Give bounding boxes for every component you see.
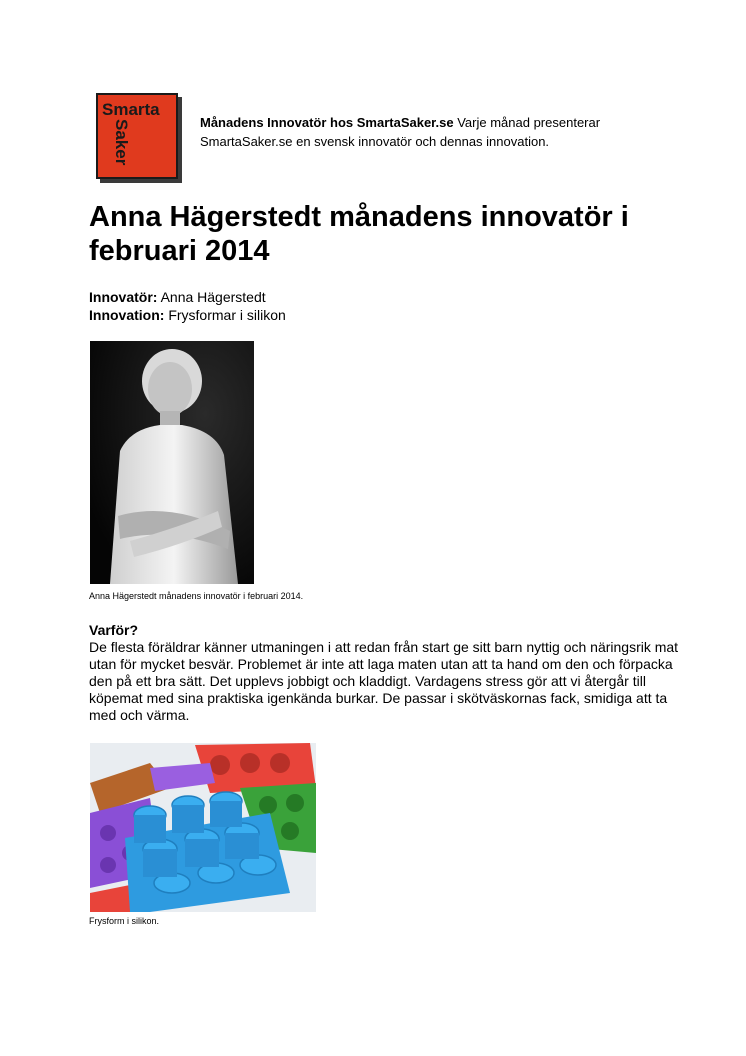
- section-body: De flesta föräldrar känner utmaningen i att redan från start ge sitt barn nyttig och näringsrik mat utan för mycket besvär. Problemet är inte att laga maten utan att ta hand om den och förpacka den på ett bra sätt. Det upplevs jobbigt och kladdigt. Vardagens stress gör att vi återgår till köpemat med sina praktiska igenkända burkar. De passar i skötväskornas fack, smidiga att ta med och värma.: [89, 639, 679, 723]
- molds-caption: Frysform i silikon.: [89, 916, 160, 926]
- header-text: Varje månad presenterar SmartaSaker.se en svensk innovatör och dennas innovation.: [200, 115, 601, 149]
- why-section: [89, 622, 689, 724]
- innovator-label: Innovatör:: [89, 289, 158, 305]
- section-heading: Varför?: [89, 622, 139, 638]
- innovation-value: Frysformar i silikon: [164, 307, 286, 323]
- portrait-caption: Anna Hägerstedt månadens innovatör i februari 2014.: [89, 591, 304, 601]
- header-bold: Månadens Innovatör hos SmartaSaker.se: [200, 115, 454, 130]
- innovation-meta: [89, 288, 286, 324]
- page-title: Anna Hägerstedt månadens innovatör i februari 2014: [89, 201, 629, 267]
- innovation-row: [89, 306, 286, 324]
- innovator-portrait-photo: [90, 341, 254, 584]
- header-intro: [200, 113, 670, 151]
- smartasaker-logo: [96, 93, 178, 179]
- innovator-value: Anna Hägerstedt: [157, 289, 266, 305]
- logo-line1: Smarta: [102, 100, 160, 119]
- innovator-row: [89, 288, 286, 306]
- silicone-molds-photo: [90, 743, 316, 912]
- logo-line2: Saker: [112, 119, 131, 166]
- innovation-label: Innovation:: [89, 307, 165, 323]
